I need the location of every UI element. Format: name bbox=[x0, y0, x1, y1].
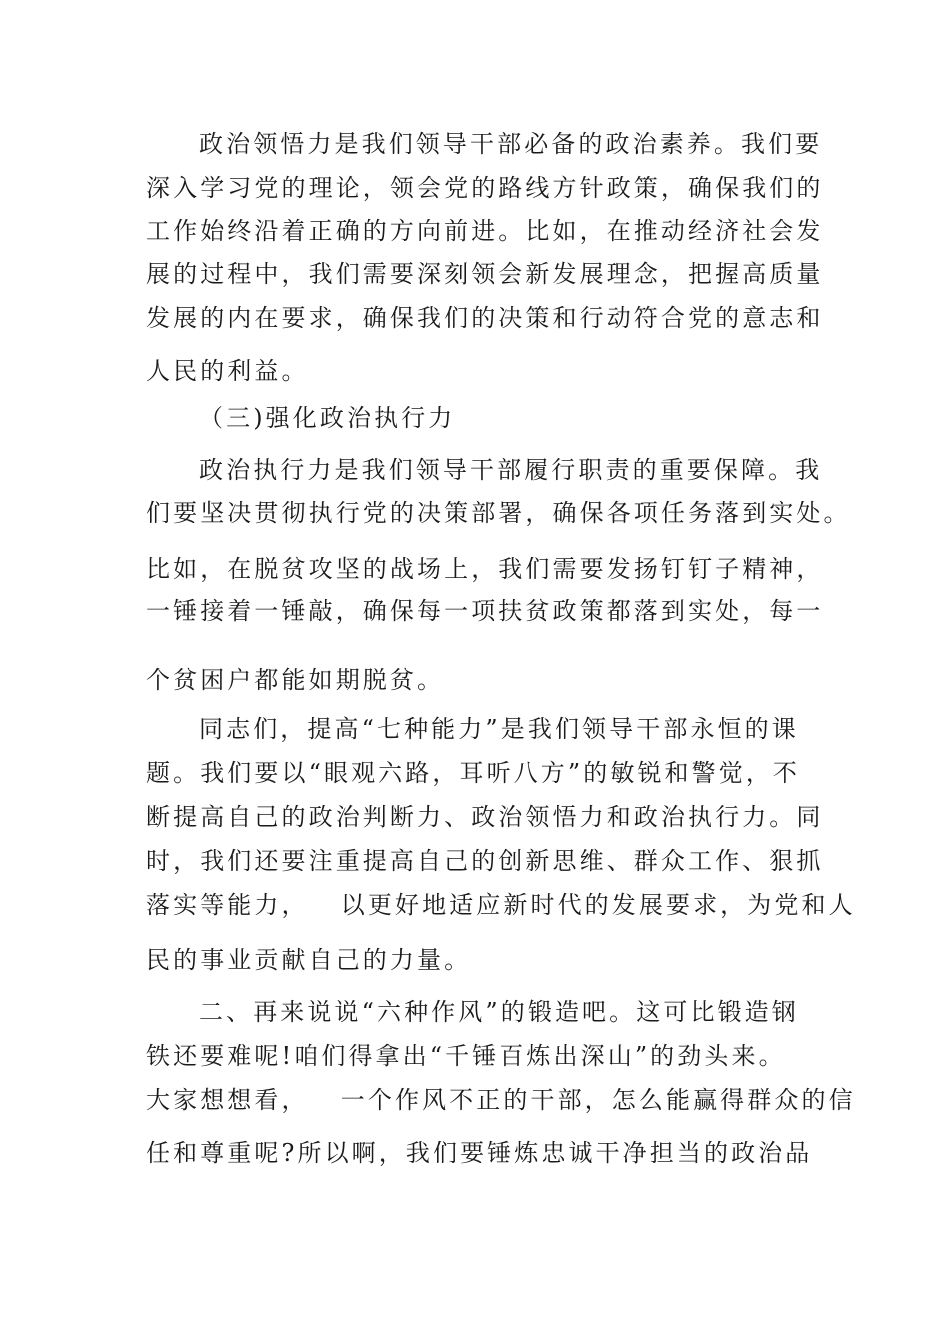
text-line: 民的事业贡献自己的力量。 bbox=[146, 946, 472, 974]
text-line: 时，我们还要注重提高自己的创新思维、群众工作、狠抓 bbox=[146, 847, 824, 875]
text-line: 政治执行力是我们领导干部履行职责的重要保障。我 bbox=[199, 456, 823, 484]
text-line: 人民的利益。 bbox=[146, 357, 309, 385]
text-line: 断提高自己的政治判断力、政治领悟力和政治执行力。同 bbox=[146, 803, 824, 831]
text-line: 任和尊重呢?所以啊，我们要锤炼忠诚干净担当的政治品 bbox=[146, 1139, 813, 1167]
text-line: 工作始终沿着正确的方向前进。比如，在推动经济社会发 bbox=[146, 217, 824, 245]
text-line: 深入学习党的理论，领会党的路线方针政策，确保我们的 bbox=[146, 174, 824, 202]
text-line: 发展的内在要求，确保我们的决策和行动符合党的意志和 bbox=[146, 304, 824, 332]
text-line: 比如，在脱贫攻坚的战场上，我们需要发扬钉钉子精神， bbox=[146, 555, 824, 583]
text-line: 铁还要难呢!咱们得拿出“千锤百炼出深山”的劲头来。 bbox=[146, 1042, 786, 1070]
text-line: 同志们，提高“七种能力”是我们领导干部永恒的课 bbox=[199, 715, 799, 743]
text-line: 个贫困户都能如期脱贫。 bbox=[146, 666, 445, 694]
text-line: 政治领悟力是我们领导干部必备的政治素养。我们要 bbox=[199, 130, 823, 158]
text-line: 们要坚决贯彻执行党的决策部署，确保各项任务落到实处。 bbox=[146, 499, 851, 527]
section-heading: （三)强化政治执行力 bbox=[199, 404, 456, 432]
text-line: 落实等能力， 以更好地适应新时代的发展要求，为党和人 bbox=[146, 891, 856, 919]
text-line: 二、再来说说“六种作风”的锻造吧。这可比锻造钢 bbox=[199, 998, 799, 1026]
text-line: 展的过程中，我们需要深刻领会新发展理念，把握高质量 bbox=[146, 260, 824, 288]
text-line: 大家想想看， 一个作风不正的干部，怎么能赢得群众的信 bbox=[146, 1086, 856, 1114]
text-line: 题。我们要以“眼观六路，耳听八方”的敏锐和警觉，不 bbox=[146, 759, 801, 787]
text-line: 一锤接着一锤敲，确保每一项扶贫政策都落到实处，每一 bbox=[146, 597, 824, 625]
